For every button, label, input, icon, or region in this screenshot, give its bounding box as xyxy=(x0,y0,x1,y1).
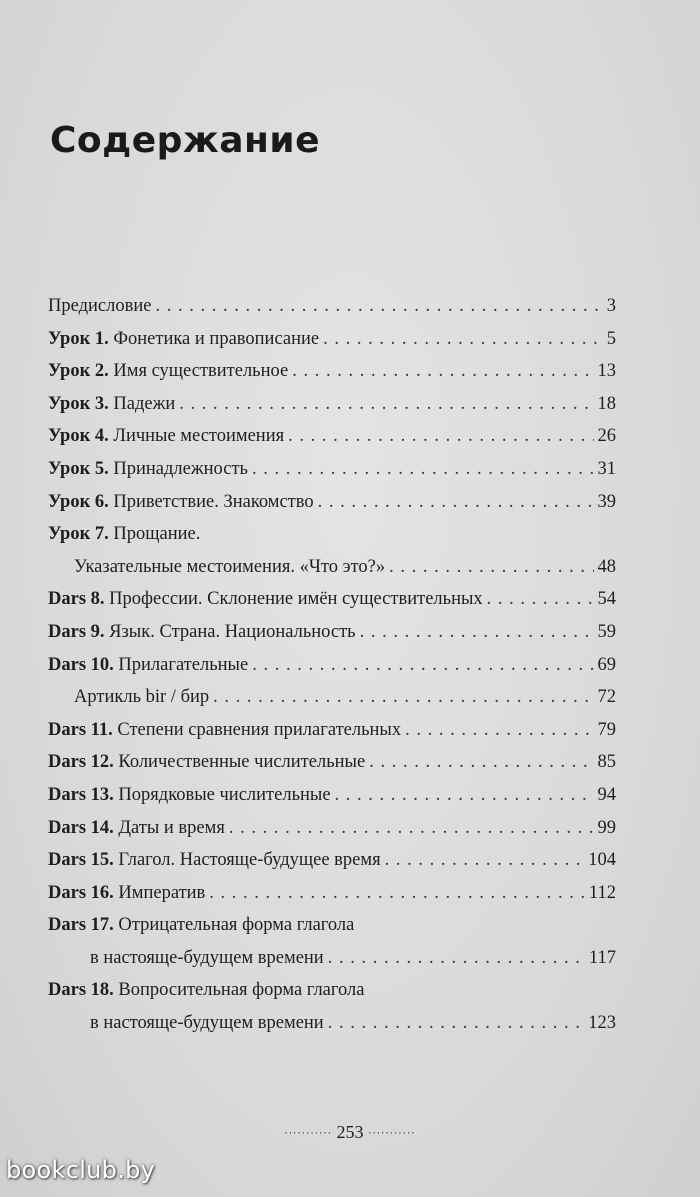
toc-entry-label xyxy=(48,655,248,676)
toc-entry-title: Артикль bir / бир xyxy=(74,687,210,708)
toc-page-number: 85 xyxy=(597,752,616,773)
toc-entry xyxy=(48,329,616,362)
toc-entry xyxy=(48,915,616,948)
toc-lesson-number: Dars 18. xyxy=(48,980,114,1001)
toc-entry-label xyxy=(48,524,200,545)
toc-entry-label xyxy=(48,459,248,480)
toc-lesson-number: Dars 17. xyxy=(48,915,114,936)
toc-page-number: 31 xyxy=(597,458,616,479)
toc-leader-dots xyxy=(252,459,594,480)
toc-lesson-number: Урок 2. xyxy=(48,361,109,382)
toc-entry-label xyxy=(74,687,209,708)
toc-entry xyxy=(48,883,616,916)
toc-entry xyxy=(48,980,616,1013)
toc-entry xyxy=(48,752,616,785)
toc-lesson-number: Dars 8. xyxy=(48,589,105,610)
toc-entry-title: Прощание. xyxy=(108,524,201,545)
toc-entry xyxy=(48,720,616,753)
toc-entry-title: Количественные числительные xyxy=(113,752,366,773)
toc-entry xyxy=(48,492,616,525)
toc-entry-label xyxy=(48,589,483,610)
toc-lesson-number: Урок 1. xyxy=(48,328,109,349)
toc-page-number: 117 xyxy=(588,947,616,968)
toc-entry xyxy=(48,655,616,688)
toc-entry-label xyxy=(48,818,225,839)
toc-lesson-number: Dars 9. xyxy=(48,621,105,642)
toc-leader-dots xyxy=(335,785,594,806)
toc-entry-label xyxy=(48,752,365,773)
toc-entry-title: Приветствие. Знакомство xyxy=(108,491,314,512)
toc-entry-title: Имя существительное xyxy=(108,361,289,382)
toc-leader-dots xyxy=(288,426,593,447)
toc-lesson-number: Dars 13. xyxy=(48,784,114,805)
toc-entry-label xyxy=(90,1013,324,1034)
toc-entry xyxy=(48,622,616,655)
toc-leader-dots xyxy=(360,622,594,643)
toc-page-number: 112 xyxy=(588,882,616,903)
toc-entry-label xyxy=(48,915,354,936)
toc-lesson-number: Урок 4. xyxy=(48,426,109,447)
toc-leader-dots xyxy=(328,948,585,969)
toc-page-number: 54 xyxy=(597,589,616,610)
toc-entry-label xyxy=(90,948,324,969)
toc-entry xyxy=(48,818,616,851)
toc-leader-dots xyxy=(405,720,593,741)
toc-leader-dots xyxy=(318,492,594,513)
toc-lesson-number: Урок 6. xyxy=(48,491,109,512)
toc-page-number: 18 xyxy=(597,393,616,414)
toc-leader-dots xyxy=(229,818,594,839)
toc-entry xyxy=(48,1013,616,1046)
toc-leader-dots xyxy=(155,296,602,317)
toc-entry-label xyxy=(48,622,356,643)
toc-page-number: 59 xyxy=(597,621,616,642)
toc-entry-title: Личные местоимения xyxy=(108,426,285,447)
toc-entry xyxy=(48,296,616,329)
toc-entry xyxy=(48,948,616,981)
toc-entry-title: Принадлежность xyxy=(108,458,248,479)
toc-entry-label xyxy=(48,980,364,1001)
toc-entry-title: Порядковые числительные xyxy=(113,784,331,805)
toc-entry-label xyxy=(48,394,175,415)
toc-lesson-number: Урок 5. xyxy=(48,458,109,479)
toc-page-number: 72 xyxy=(597,687,616,708)
toc-page-number: 5 xyxy=(606,328,616,349)
toc-leader-dots xyxy=(487,589,594,610)
toc-entry-title: Глагол. Настояще-будущее время xyxy=(113,850,381,871)
toc-entry-title: в настояще-будущем времени xyxy=(90,947,324,968)
toc-page-number: 48 xyxy=(597,556,616,577)
toc-entry xyxy=(48,785,616,818)
toc-leader-dots xyxy=(389,557,593,578)
toc-entry-label xyxy=(48,329,319,350)
toc-entry-title: Императив xyxy=(113,882,206,903)
toc-lesson-number: Урок 3. xyxy=(48,393,109,414)
toc-leader-dots xyxy=(292,361,593,382)
toc-entry-title: в настояще-будущем времени xyxy=(90,1013,324,1034)
toc-entry xyxy=(48,394,616,427)
toc-leader-dots xyxy=(323,329,602,350)
toc-entry-label xyxy=(48,883,205,904)
toc-entry-title: Падежи xyxy=(108,393,176,414)
toc-lesson-number: Dars 15. xyxy=(48,850,114,871)
toc-leader-dots xyxy=(209,883,585,904)
toc-page-number: 104 xyxy=(588,850,616,871)
toc-entry-title: Фонетика и правописание xyxy=(108,328,320,349)
toc-entry xyxy=(48,589,616,622)
toc-entry-label xyxy=(48,492,314,513)
toc-page-number: 3 xyxy=(606,296,616,316)
toc-lesson-number: Dars 10. xyxy=(48,654,114,675)
page-number-footer xyxy=(0,1122,700,1143)
toc-entry-title: Степени сравнения прилагательных xyxy=(112,719,402,740)
page-number: 253 xyxy=(336,1122,364,1142)
toc-leader-dots xyxy=(179,394,593,415)
toc-entry-label xyxy=(48,720,401,741)
toc-page-number: 13 xyxy=(597,361,616,382)
toc-entry-label xyxy=(48,296,151,317)
toc-leader-dots xyxy=(369,752,593,773)
toc-page-number: 26 xyxy=(597,426,616,447)
toc-entry-title: Отрицательная форма глагола xyxy=(113,915,355,936)
toc-lesson-number: Dars 14. xyxy=(48,817,114,838)
toc-entry xyxy=(48,850,616,883)
toc-entry-title: Предисловие xyxy=(48,296,152,316)
table-of-contents xyxy=(48,296,616,1046)
toc-entry xyxy=(48,524,616,557)
toc-lesson-number: Dars 12. xyxy=(48,752,114,773)
toc-page-number: 123 xyxy=(588,1013,616,1034)
toc-page-number: 79 xyxy=(597,719,616,740)
footer-ornament-left: ··········· xyxy=(284,1128,332,1140)
watermark-logo: bookclub.by xyxy=(6,1156,156,1184)
toc-entry-title: Указательные местоимения. «Что это?» xyxy=(74,556,386,577)
toc-entry-title: Профессии. Склонение имён существительных xyxy=(104,589,483,610)
toc-entry-title: Вопросительная форма глагола xyxy=(113,980,365,1001)
toc-entry-label xyxy=(48,785,331,806)
toc-leader-dots xyxy=(252,655,593,676)
toc-lesson-number: Урок 7. xyxy=(48,524,109,545)
toc-page-number: 69 xyxy=(597,654,616,675)
toc-lesson-number: Dars 16. xyxy=(48,882,114,903)
toc-entry-title: Даты и время xyxy=(113,817,225,838)
toc-entry xyxy=(48,426,616,459)
toc-entry-label xyxy=(74,557,385,578)
toc-leader-dots xyxy=(328,1013,585,1034)
toc-lesson-number: Dars 11. xyxy=(48,719,113,740)
toc-page-number: 39 xyxy=(597,491,616,512)
toc-entry-label xyxy=(48,850,381,871)
toc-page-number: 99 xyxy=(597,817,616,838)
toc-entry xyxy=(48,361,616,394)
toc-entry-title: Язык. Страна. Национальность xyxy=(104,621,356,642)
toc-entry xyxy=(48,687,616,720)
toc-entry-label xyxy=(48,361,288,382)
toc-leader-dots xyxy=(385,850,585,871)
toc-page-number: 94 xyxy=(597,784,616,805)
toc-entry-label xyxy=(48,426,284,447)
page-title: Содержание xyxy=(50,120,321,161)
footer-ornament-right: ··········· xyxy=(368,1128,416,1140)
toc-entry xyxy=(48,459,616,492)
toc-entry xyxy=(48,557,616,590)
toc-entry-title: Прилагательные xyxy=(113,654,249,675)
toc-leader-dots xyxy=(213,687,593,708)
